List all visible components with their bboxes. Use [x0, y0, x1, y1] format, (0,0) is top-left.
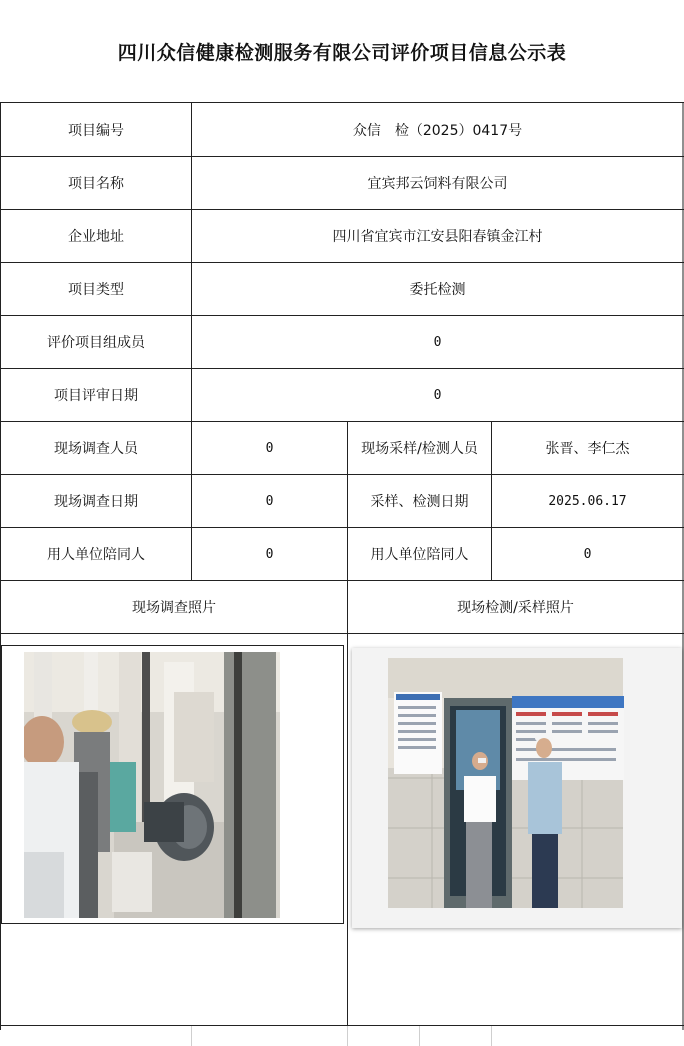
sampling-escort-label: 用人单位陪同人	[370, 547, 469, 563]
survey-photo	[24, 652, 280, 918]
type-label: 项目类型	[68, 282, 124, 298]
project-name-value: 宜宾邦云饲料有限公司	[367, 176, 508, 192]
survey-date-label: 现场调查日期	[54, 494, 138, 510]
survey-staff-label: 现场调查人员	[54, 441, 138, 457]
survey-staff-value: 0	[265, 440, 274, 456]
type-value: 委托检测	[409, 282, 466, 298]
escort-value: 0	[265, 546, 274, 562]
address-value: 四川省宜宾市江安县阳春镇金江村	[332, 229, 543, 245]
project-no-value: 众信 检（2025）0417号	[352, 122, 523, 139]
sampling-photo-header: 现场检测/采样照片	[457, 600, 574, 616]
escort-label: 用人单位陪同人	[47, 547, 145, 563]
members-value: 0	[433, 334, 442, 350]
survey-date-value: 0	[265, 493, 274, 509]
address-label: 企业地址	[68, 229, 124, 245]
project-name-label: 项目名称	[68, 176, 124, 192]
sampling-date-value: 2025.06.17	[548, 493, 627, 509]
project-no-label: 项目编号	[68, 122, 124, 139]
members-label: 评价项目组成员	[47, 335, 145, 351]
sampling-staff-value: 张晋、李仁杰	[545, 441, 630, 457]
review-date-value: 0	[433, 387, 442, 403]
page-title: 四川众信健康检测服务有限公司评价项目信息公示表	[117, 41, 567, 64]
sampling-escort-value: 0	[583, 546, 592, 562]
sampling-photo	[352, 648, 682, 928]
survey-photo-header: 现场调查照片	[132, 600, 216, 616]
sampling-date-label: 采样、检测日期	[370, 494, 469, 510]
review-date-label: 项目评审日期	[54, 388, 138, 404]
sampling-staff-label: 现场采样/检测人员	[361, 441, 478, 457]
